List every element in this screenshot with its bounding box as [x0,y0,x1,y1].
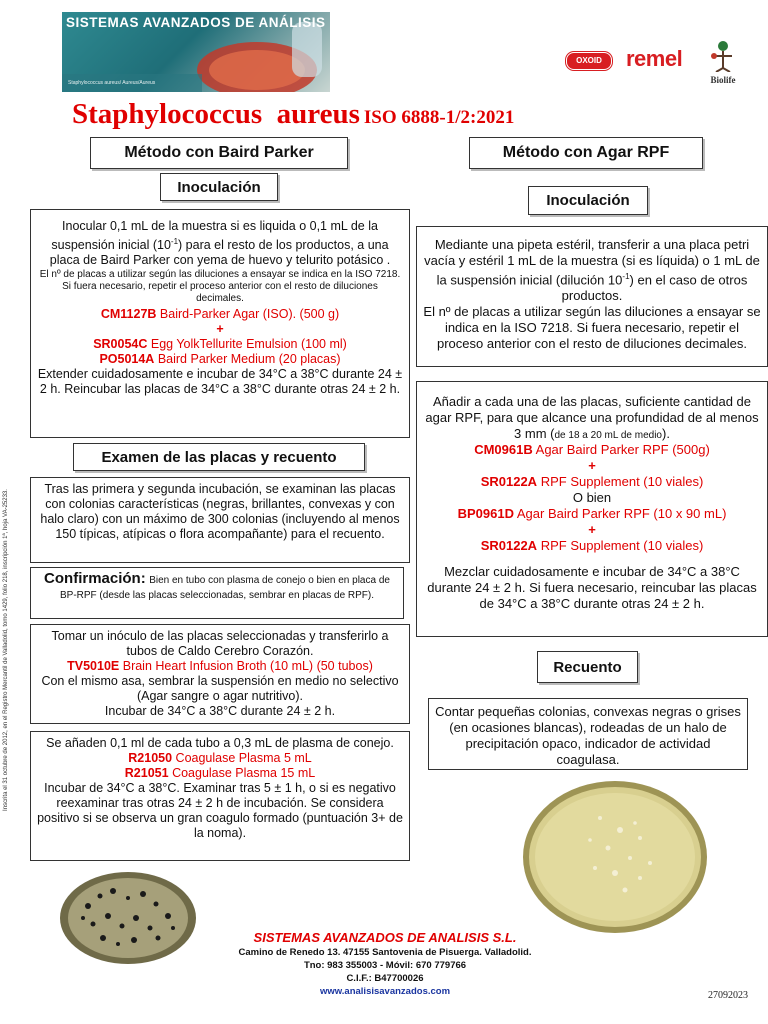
footer-web-link[interactable]: www.analisisavanzados.com [319,986,451,997]
culture-sr0122a [423,474,761,490]
culture-cm0961b [423,442,761,458]
code-r21051: R21051 [124,766,169,780]
name-r21051: Coagulase Plasma 15 mL [172,766,316,780]
page-title [72,98,514,131]
culture-cm1127b [37,307,403,322]
agar-p1-text: Añadir a cada una de las placas, suficiente cantidad de agar RPF, para que alcance una profundidad de al menos 3 mm ( [425,394,759,441]
remel-logo-text: remel [626,46,683,71]
inoc-left-p1 [37,219,403,268]
agar-rpf-box [416,381,768,637]
name-po5014a: Baird Parker Medium (20 placas) [157,352,341,367]
coagulase-box [30,731,410,861]
biolife-logo [704,38,742,84]
method-left-label: Método con Baird Parker [124,144,314,161]
code-r21050: R21050 [128,751,173,765]
inoculation-right-header [528,186,648,215]
culture-bp0961d [423,506,761,522]
code-bp0961d: BP0961D [457,506,514,521]
coag-p2: Incubar de 34°C a 38°C. Examinar tras 5 ± 1 h, o si es negativo reexaminar tras otras 24 ± 2 h de incubación. Se considera positivo si se observa un gran coagulo formado (puntuación 3+ de la noma). [37,781,403,840]
baird-parker-plate-photo [58,866,198,966]
title-species: Staphylococcus aureus [72,98,360,130]
exam-text: Tras las primera y segunda incubación, se examinan las placas con colonias características (negras, brillantes, convexas y con halo claro) con un máximo de 300 colonias (incluyendo al menos 150 típicas, atípicas o flora acompañante) para el recuento. [40,482,400,541]
code-sr0122a-2: SR0122A [480,538,538,553]
name-bp0961d: Agar Baird Parker RPF (10 x 90 mL) [516,506,727,521]
footer-address: Camino de Renedo 13. 47155 Santovenia de Pisuerga. Valladolid. [238,947,532,958]
name-sr0122a-2: RPF Supplement (10 viales) [540,538,704,553]
agar-end: Mezclar cuidadosamente e incubar de 34°C a 38°C durante 24 ± 2 h. Si fuera necesario, reincubar las placas de 34°C a 38°C durante otras 24 ± 2 h. [427,564,757,611]
exam-header-label: Examen de las placas y recuento [101,448,337,466]
inoc-right-sup: -1 [622,272,630,281]
document-code: 27092023 [708,990,748,1001]
code-sr0054c: SR0054C [93,337,148,352]
bhi-p2: Con el mismo asa, sembrar la suspensión en medio no selectivo (Agar sangre o agar nutritivo). [41,674,399,703]
code-cm0961b: CM0961B [474,442,533,457]
confirmation-box [30,567,404,619]
culture-r21051 [37,766,403,781]
exam-box [30,477,410,563]
plus-sign: + [216,322,224,337]
name-cm0961b: Agar Baird Parker RPF (500g) [535,442,710,457]
name-cm1127b: Baird-Parker Agar (ISO). (500 g) [159,307,340,322]
name-sr0054c: Egg YolkTellurite Emulsion (100 ml) [150,337,347,352]
culture-po5014a [37,352,403,367]
title-iso: ISO 6888-1/2:2021 [363,107,515,128]
plus-sign: + [588,522,596,537]
bhi-box [30,624,410,724]
count-box [428,698,748,770]
inoc-left-sup: -1 [170,237,179,246]
banner-image [62,12,330,92]
oxoid-logo [566,52,612,70]
code-cm1127b: CM1127B [100,307,157,322]
banner-title: SISTEMAS AVANZADOS DE ANÁLISIS [66,15,326,30]
oxoid-logo-text: OXOID [576,56,602,65]
count-text: Contar pequeñas colonias, convexas negras o grises (en ocasiones blancas), rodeadas de un halo de precipitación opaco, indicador de actividad coagulasa. [435,704,741,767]
or-text: O bien [572,490,612,505]
inoc-left-end: Extender cuidadosamente e incubar de 34°C a 38°C durante 24 ± 2 h. Reincubar las placas de 34°C a 38°C durante otras 24 ± 2 h. [37,367,403,397]
method-right-label: Método con Agar RPF [502,144,670,161]
culture-sr0122a-2 [423,538,761,554]
bhi-p3: Incubar de 34°C a 38°C durante 24 ± 2 h. [104,704,336,718]
registry-side-note: Inscrita el 31 octubre de 2012, en el Registro Mercantil de Valladolid, tomo 1429, folio 218, inscripción 1ª, hoja VA-25233. [3,489,9,811]
remel-logo [626,46,682,72]
name-sr0122a: RPF Supplement (10 viales) [540,474,704,489]
code-sr0122a: SR0122A [480,474,538,489]
agar-p1-end: ). [661,426,670,441]
inoc-left-text-b: ) para el resto de los productos, a una placa de Baird Parker con yema de huevo y telurito potásico . [49,238,391,268]
culture-sr0054c [37,337,403,352]
inoculation-left-header [160,173,278,201]
rpf-plate-photo [520,778,710,936]
biolife-logo-text: Biolife [710,75,736,85]
bhi-p1: Tomar un inóculo de las placas seleccionadas y transferirlo a tubos de Caldo Cerebro Corazón. [51,629,389,658]
inoc-right-p1 [423,237,761,304]
confirmation-label: Confirmación: [44,570,146,587]
footer [180,930,590,997]
inoculation-right-box [416,226,768,367]
footer-cif: C.I.F.: B47700026 [346,973,424,984]
inoculation-left-label: Inoculación [177,178,261,196]
coag-p1: Se añaden 0,1 ml de cada tubo a 0,3 mL de plasma de conejo. [46,736,394,750]
banner-caption: Staphylococcus aureus/ Aureus/Aureus [68,80,156,86]
inoculation-left-box [30,209,410,438]
confirmation-text: Bien en tubo con plasma de conejo o bien en placa de BP-RPF (desde las placas seleccionadas, sembrar en placas de RPF). [59,575,390,601]
code-tv5010e: TV5010E [67,659,120,673]
inoculation-right-label: Inoculación [546,192,630,209]
biolife-figure-icon [704,38,742,72]
inoc-left-note: El nº de placas a utilizar según las diluciones a ensayar se indica en la ISO 7218. Si fuera necesario, repetir el proceso anterior con el resto de diluciones decimales. [39,269,401,305]
culture-r21050 [37,751,403,766]
method-rpf-header [469,137,703,169]
inoc-right-p2: El nº de placas a utilizar según las diluciones a ensayar se indica en la ISO 7218. Si fuera necesario, repetir el proceso anterior con el resto de diluciones decimales. [423,304,761,352]
agar-p1-small: de 18 a 20 mL de medio [554,430,662,441]
plus-sign: + [588,458,596,473]
exam-header [73,443,365,471]
agar-p1 [423,394,761,442]
count-header-label: Recuento [553,658,622,676]
code-po5014a: PO5014A [99,352,155,367]
inoc-right-text-a: Mediante una pipeta estéril, transferir a una placa petri vacía y estéril 1 mL de la muestra (si es líquida) o 1 mL de la suspensión inicial (dilución 10 [424,237,760,288]
culture-tv5010e [37,659,403,674]
inoc-left-text-a: Inocular 0,1 mL de la muestra si es liquida o 0,1 mL de la suspensión inicial (10 [51,219,378,253]
inoc-right-text-b: ) en el caso de otros productos. [561,272,748,304]
name-r21050: Coagulase Plasma 5 mL [175,751,312,765]
count-header [537,651,638,683]
footer-phone: Tno: 983 355003 - Móvil: 670 779766 [303,960,467,971]
name-tv5010e: Brain Heart Infusion Broth (10 mL) (50 tubos) [122,659,373,673]
method-baird-parker-header [90,137,348,169]
footer-company: SISTEMAS AVANZADOS DE ANALISIS S.L. [253,930,517,945]
